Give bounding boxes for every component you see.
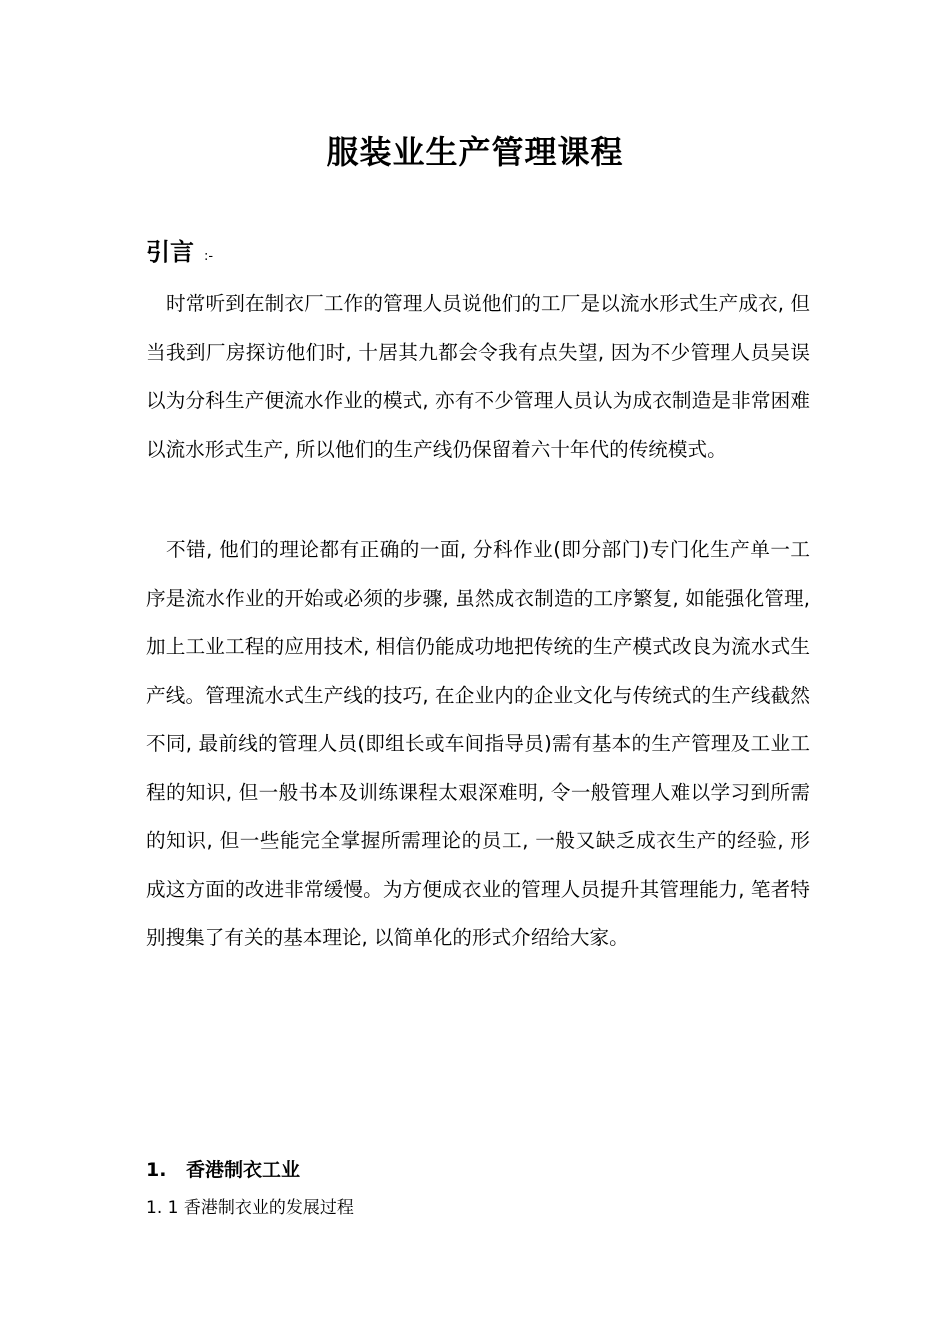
subsection-heading: 1. 1 香港制衣业的发展过程 bbox=[146, 1198, 354, 1218]
intro-paragraph-1: 时常听到在制衣厂工作的管理人员说他们的工厂是以流水形式生产成衣, 但当我到厂房探访他们时, 十居其九都会令我有点失望, 因为不少管理人员吴误以为分科生产便流水作业的模式, 亦有不少管理人员认为成衣制造是非常困难以流水形式生产, 所以他们的生产线仍保留着六十年代的传统模式。 bbox=[146, 292, 810, 461]
document-title: 服装业生产管理课程 bbox=[326, 133, 624, 171]
intro-heading-suffix: :- bbox=[204, 249, 214, 264]
section-title: 香港制衣工业 bbox=[186, 1159, 301, 1181]
intro-heading bbox=[146, 234, 213, 275]
section-number: 1. bbox=[146, 1159, 167, 1181]
section-heading bbox=[146, 1155, 300, 1185]
intro-paragraph-2: 不错, 他们的理论都有正确的一面, 分科作业(即分部门)专门化生产单一工序是流水作业的开始或必须的步骤, 虽然成衣制造的工序繁复, 如能强化管理, 加上工业工程的应用技术, 相信仍能成功地把传统的生产模式改良为流水式生产线。管理流水式生产线的技巧, 在企业内的企业文化与传统式的生产线截然不同, 最前线的管理人员(即组长或车间指导员)需有基本的生产管理及工业工程的知识, 但一般书本及训练课程太艰深难明, 令一般管理人难以学习到所需的知识, 但一些能完全掌握所需理论的员工, 一般又缺乏成衣生产的经验, 形成这方面的改进非常缓慢。为方便成衣业的管理人员提升其管理能力, 笔者特别搜集了有关的基本理论, 以简单化的形式介绍给大家。 bbox=[146, 538, 810, 949]
intro-heading-text: 引言 bbox=[146, 238, 194, 266]
